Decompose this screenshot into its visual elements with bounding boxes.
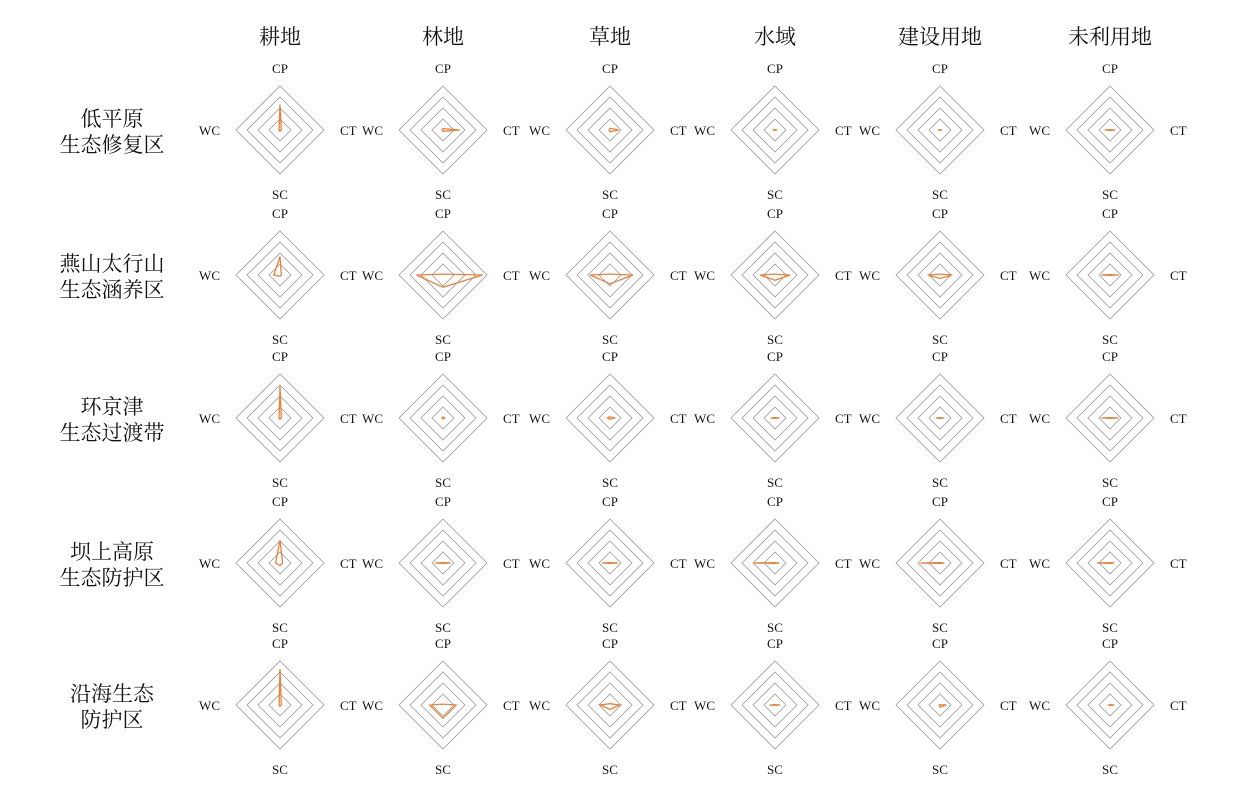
axis-label: WC [1029,698,1050,713]
axis-label: CT [670,411,687,426]
axis-label: CP [602,349,618,364]
axis-label: CT [835,556,852,571]
axis-label: CP [602,61,618,76]
data-polygon [920,563,944,564]
axis-label: CT [1000,123,1017,138]
axis-label: CP [932,349,948,364]
grid-ring [896,231,984,319]
axis-label: CT [1170,411,1187,426]
axis-label: WC [859,556,880,571]
axis-label: CP [435,636,451,651]
grid-ring [269,264,291,286]
axis-label: CP [767,494,783,509]
axis-label: CP [767,61,783,76]
row-header-line: 生态防护区 [59,566,165,590]
axis-label: SC [272,187,288,202]
radar-chart [694,61,852,202]
axis-label: CT [1000,698,1017,713]
axis-label: CT [503,123,520,138]
radar-chart [362,61,520,202]
axis-label: WC [529,698,550,713]
axis-label: SC [272,762,288,777]
axis-label: CP [767,206,783,221]
grid-ring [247,530,313,596]
grid-ring [269,407,291,429]
axis-label: CT [835,123,852,138]
axis-label: CT [670,268,687,283]
axis-label: CT [340,556,357,571]
radar-chart [529,494,687,635]
axis-label: WC [529,556,550,571]
axis-label: SC [1102,620,1118,635]
axis-label: CP [272,61,288,76]
radar-chart [1029,636,1187,777]
axis-label: WC [859,698,880,713]
axis-label: CP [1102,349,1118,364]
axis-label: CP [602,494,618,509]
row-header-line: 坝上高原 [70,540,154,564]
grid-ring [577,97,643,163]
axis-label: CP [932,206,948,221]
data-polygon [1105,130,1116,131]
axis-label: WC [694,268,715,283]
grid-ring [577,385,643,451]
axis-label: SC [272,475,288,490]
axis-label: CT [835,411,852,426]
axis-label: SC [1102,187,1118,202]
grid-ring [236,86,324,174]
data-polygon [760,274,790,280]
data-polygon [602,563,618,564]
radar-chart [694,636,852,777]
grid-ring [918,253,962,297]
axis-label: SC [602,332,618,347]
axis-label: CT [503,411,520,426]
axis-label: CT [1000,268,1017,283]
radar-cells [199,61,1187,777]
radar-chart [199,494,357,635]
axis-label: SC [767,620,783,635]
axis-label: CP [602,636,618,651]
radar-chart [362,494,520,635]
axis-label: SC [272,332,288,347]
axis-label: SC [932,620,948,635]
grid-ring [269,694,291,716]
data-polygon [939,705,946,708]
radar-chart [694,206,852,347]
radar-chart [859,349,1017,490]
axis-label: SC [602,762,618,777]
axis-label: CT [340,411,357,426]
radar-chart [529,61,687,202]
axis-label: CT [670,698,687,713]
axis-label: WC [199,556,220,571]
axis-label: SC [1102,475,1118,490]
axis-label: CP [932,61,948,76]
axis-label: WC [529,268,550,283]
data-polygon [609,128,619,132]
grid-ring [432,119,454,141]
grid-ring [566,374,654,462]
radar-chart [1029,349,1187,490]
axis-label: SC [435,475,451,490]
axis-label: SC [767,332,783,347]
axis-label: CT [503,556,520,571]
axis-label: WC [529,123,550,138]
radar-chart [1029,61,1187,202]
grid-ring [742,242,808,308]
axis-label: SC [602,475,618,490]
axis-label: CT [835,268,852,283]
data-polygon [607,417,614,420]
data-polygon [1109,705,1115,706]
axis-label: CP [932,494,948,509]
grid-ring [410,672,476,738]
row-header-line: 环京津 [80,395,144,419]
radar-chart [694,494,852,635]
radar-chart [859,206,1017,347]
grid-ring [236,231,324,319]
axis-label: CP [435,349,451,364]
data-polygon [442,129,460,132]
axis-label: CP [272,494,288,509]
grid-ring [421,683,465,727]
axis-label: SC [602,187,618,202]
axis-label: CP [435,494,451,509]
axis-label: SC [932,475,948,490]
axis-label: SC [1102,762,1118,777]
data-polygon [938,130,942,131]
axis-label: WC [694,698,715,713]
axis-label: CP [435,206,451,221]
grid-ring [588,396,632,440]
radar-chart [199,206,357,347]
axis-label: CT [503,268,520,283]
axis-label: WC [694,556,715,571]
data-polygon [442,417,445,419]
radar-chart [362,636,520,777]
column-header: 未利用地 [1068,25,1152,49]
grid-ring [588,683,632,727]
axis-label: CT [503,698,520,713]
axis-label: CT [1170,556,1187,571]
axis-label: WC [859,123,880,138]
axis-label: WC [1029,268,1050,283]
row-header-line: 燕山太行山 [59,252,165,276]
axis-label: WC [199,268,220,283]
radar-chart [199,349,357,490]
axis-label: SC [435,187,451,202]
axis-label: CT [1170,123,1187,138]
grid-ring [577,672,643,738]
data-polygon [1101,275,1119,276]
axis-label: WC [362,411,383,426]
radar-chart [529,206,687,347]
axis-label: SC [932,187,948,202]
axis-label: CT [1170,268,1187,283]
axis-label: SC [932,332,948,347]
axis-label: WC [1029,411,1050,426]
data-polygon [279,669,281,706]
row-header-line: 防护区 [80,708,144,732]
axis-label: WC [859,411,880,426]
grid-ring [399,86,487,174]
row-header-line: 低平原 [80,107,144,131]
radar-chart [694,349,852,490]
axis-label: WC [694,411,715,426]
axis-label: WC [1029,123,1050,138]
data-polygon [1101,418,1119,419]
radar-chart [362,349,520,490]
data-polygon [754,563,780,564]
radar-chart [1029,494,1187,635]
axis-label: CT [835,698,852,713]
axis-label: SC [435,762,451,777]
data-polygon [1097,563,1115,564]
grid-ring [399,661,487,749]
axis-label: CP [272,206,288,221]
axis-label: CP [272,636,288,651]
row-header-line: 生态修复区 [59,133,165,157]
axis-label: CT [340,698,357,713]
data-polygon [770,705,781,706]
row-header-line: 沿海生态 [70,682,154,706]
column-header: 草地 [589,25,631,49]
grid-ring [599,407,621,429]
grid-ring [236,519,324,607]
axis-label: WC [199,411,220,426]
radar-chart [859,61,1017,202]
radar-chart [529,636,687,777]
axis-label: SC [932,762,948,777]
column-headers [259,25,1152,49]
axis-label: CT [340,268,357,283]
column-header: 建设用地 [898,25,982,49]
axis-label: CT [670,123,687,138]
grid-ring [731,231,819,319]
axis-label: CP [1102,494,1118,509]
axis-label: SC [767,475,783,490]
axis-label: CP [767,349,783,364]
row-header-line: 生态涵养区 [59,278,165,302]
axis-label: WC [362,268,383,283]
axis-label: SC [602,620,618,635]
radar-chart [199,636,357,777]
axis-label: CP [602,206,618,221]
axis-label: WC [362,123,383,138]
axis-label: WC [694,123,715,138]
data-polygon [771,418,780,419]
axis-label: CT [340,123,357,138]
radar-chart [362,206,520,347]
axis-label: CP [1102,61,1118,76]
axis-label: WC [199,698,220,713]
data-polygon [773,130,777,131]
axis-label: SC [1102,332,1118,347]
axis-label: SC [767,762,783,777]
axis-label: CP [932,636,948,651]
row-header-line: 生态过渡带 [59,421,165,445]
radar-chart [859,494,1017,635]
axis-label: CP [435,61,451,76]
axis-label: SC [767,187,783,202]
axis-label: CP [1102,206,1118,221]
axis-label: WC [362,698,383,713]
axis-label: WC [859,268,880,283]
radar-chart [1029,206,1187,347]
grid-ring [258,541,302,585]
data-polygon [936,418,945,419]
grid-ring [566,86,654,174]
grid-ring [410,97,476,163]
radar-chart [859,636,1017,777]
axis-label: CT [1000,411,1017,426]
grid-ring [247,242,313,308]
grid-ring [753,253,797,297]
data-polygon [600,704,619,710]
data-polygon [435,563,451,564]
data-polygon [279,386,281,419]
data-polygon [590,274,633,284]
axis-label: SC [435,332,451,347]
axis-label: SC [272,620,288,635]
row-headers [60,107,165,732]
radar-chart [199,61,357,202]
axis-label: SC [435,620,451,635]
axis-label: WC [529,411,550,426]
column-header: 林地 [422,25,464,49]
axis-label: CP [1102,636,1118,651]
grid-ring [566,231,654,319]
column-header: 耕地 [259,25,301,49]
axis-label: CP [767,636,783,651]
grid-ring [269,552,291,574]
radar-chart [529,349,687,490]
grid-ring [566,661,654,749]
axis-label: CT [1000,556,1017,571]
axis-label: CP [272,349,288,364]
grid-ring [577,242,643,308]
axis-label: WC [1029,556,1050,571]
axis-label: WC [199,123,220,138]
column-header: 水域 [754,25,796,49]
grid-ring [907,242,973,308]
axis-label: CT [670,556,687,571]
axis-label: WC [362,556,383,571]
axis-label: CT [1170,698,1187,713]
grid-ring [588,108,632,152]
